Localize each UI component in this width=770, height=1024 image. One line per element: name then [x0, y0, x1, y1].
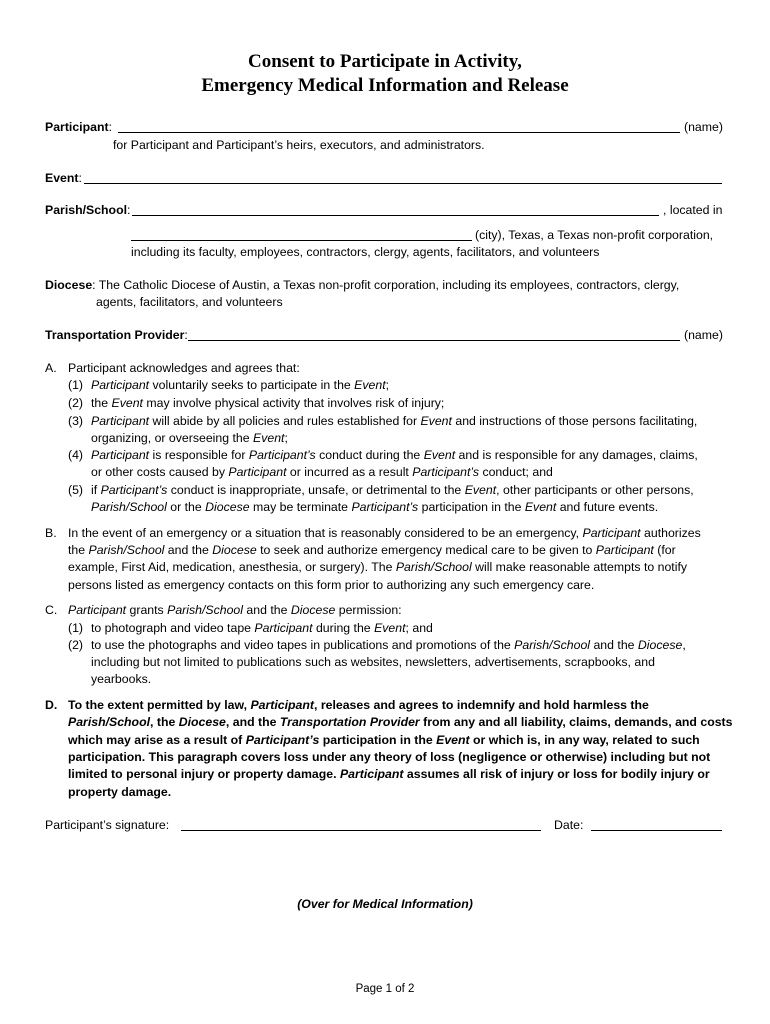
diocese-label: Diocese: [45, 278, 93, 292]
transport-row: Transportation Provider:: [45, 328, 188, 342]
signature-field[interactable]: [181, 830, 541, 831]
diocese-row: [45, 277, 679, 294]
signature-label: Participant’s signature:: [45, 818, 170, 832]
section-a-item-4-num: (4): [68, 448, 84, 462]
parish-label: Parish/School: [45, 203, 128, 217]
section-b-marker: B.: [45, 526, 57, 540]
over-for-medical-note: (Over for Medical Information): [297, 897, 473, 911]
section-a-marker: A.: [45, 361, 57, 375]
transport-suffix: (name): [684, 328, 723, 342]
event-field[interactable]: [84, 183, 722, 184]
parish-suffix: , located in: [663, 203, 723, 217]
diocese-text-2: agents, facilitators, and volunteers: [96, 295, 283, 309]
section-b-line-2: the Parish/School and the Diocese to seek and authorize emergency medical care to be given to Participant (for: [68, 543, 676, 557]
section-b-line-1: In the event of an emergency or a situation that is reasonably considered to be an emergency, Participant authorizes: [68, 526, 701, 540]
section-a-item-4-cont: or other costs caused by Participant or incurred as a result Participant’s conduct; and: [91, 465, 553, 479]
section-d-marker: D.: [45, 698, 58, 712]
section-c-intro: Participant grants Parish/School and the Diocese permission:: [68, 603, 402, 617]
participant-note: for Participant and Participant’s heirs, executors, and administrators.: [113, 138, 485, 152]
section-c-item-1-num: (1): [68, 621, 84, 635]
section-c-marker: C.: [45, 603, 58, 617]
section-a-item-3-cont: organizing, or overseeing the Event;: [91, 431, 288, 445]
section-a-item-1-num: (1): [68, 378, 84, 392]
section-a-item-1: Participant voluntarily seeks to participate in the Event;: [91, 378, 390, 392]
transport-label: Transportation Provider: [45, 328, 185, 342]
section-a-intro: Participant acknowledges and agrees that:: [68, 361, 300, 375]
section-b-line-4: persons listed as emergency contacts on this form prior to authorizing any such emergency care.: [68, 578, 595, 592]
city-text: (city), Texas, a Texas non-profit corporation,: [475, 228, 714, 242]
parish-note: including its faculty, employees, contractors, clergy, agents, facilitators, and volunteers: [131, 245, 600, 259]
parish-field[interactable]: [132, 215, 659, 216]
city-field[interactable]: [131, 240, 472, 241]
participant-name-field[interactable]: [118, 132, 680, 133]
date-field[interactable]: [591, 830, 722, 831]
section-d-line-2: Parish/School, the Diocese, and the Transportation Provider from any and all liability, claims, demands, and costs: [68, 715, 733, 729]
section-c-item-1: to photograph and video tape Participant during the Event; and: [91, 621, 433, 635]
section-a-item-3: Participant will abide by all policies and rules established for Event and instructions of those persons facilitating,: [91, 414, 698, 428]
section-a-item-5-num: (5): [68, 483, 84, 497]
section-c-item-2: to use the photographs and video tapes in publications and promotions of the Parish/School and the Diocese,: [91, 638, 686, 652]
section-d-line-1: To the extent permitted by law, Participant, releases and agrees to indemnify and hold harmless the: [68, 698, 649, 712]
event-row: Event:: [45, 171, 82, 185]
section-c-item-2-cont: including but not limited to publications such as websites, newsletters, advertisements, scrapbooks, and: [91, 655, 655, 669]
participant-row: Participant:: [45, 120, 112, 134]
section-a-item-5-cont: Parish/School or the Diocese may be terminate Participant’s participation in the Event and future events.: [91, 500, 659, 514]
date-label: Date:: [554, 818, 584, 832]
section-a-item-5: if Participant’s conduct is inappropriate, unsafe, or detrimental to the Event, other participants or other persons,: [91, 483, 694, 497]
section-d-line-6: property damage.: [68, 785, 172, 799]
event-label: Event: [45, 171, 79, 185]
diocese-text: : The Catholic Diocese of Austin, a Texas non-profit corporation, including its employees, contractors, clergy,: [92, 278, 680, 292]
section-d-line-4: participation. This paragraph covers loss under any theory of loss (negligence or otherwise) including but not: [68, 750, 711, 764]
section-c-item-2-num: (2): [68, 638, 84, 652]
section-d-line-5: limited to personal injury or property damage. Participant assumes all risk of injury or loss for bodily injury or: [68, 767, 710, 781]
section-d-line-3: which may arise as a result of Participant’s participation in the Event or which is, in any way, related to such: [68, 733, 700, 747]
page-number: Page 1 of 2: [355, 983, 415, 995]
transport-field[interactable]: [188, 340, 680, 341]
section-c-item-2-cont-2: yearbooks.: [91, 672, 152, 686]
section-b-line-3: example, First Aid, medication, anesthesia, or surgery). The Parish/School will make reasonable attempts to notify: [68, 560, 688, 574]
participant-label: Participant: [45, 120, 109, 134]
participant-name-suffix: (name): [684, 120, 723, 134]
section-a-item-4: Participant is responsible for Participant’s conduct during the Event and is responsible for any damages, claims,: [91, 448, 698, 462]
section-a-item-2-num: (2): [68, 396, 84, 410]
parish-row: Parish/School:: [45, 203, 131, 217]
form-title-line2: Emergency Medical Information and Release: [201, 75, 569, 96]
form-title-line1: Consent to Participate in Activity,: [248, 51, 522, 72]
section-a-item-2: the Event may involve physical activity that involves risk of injury;: [91, 396, 445, 410]
section-a-item-3-num: (3): [68, 414, 84, 428]
